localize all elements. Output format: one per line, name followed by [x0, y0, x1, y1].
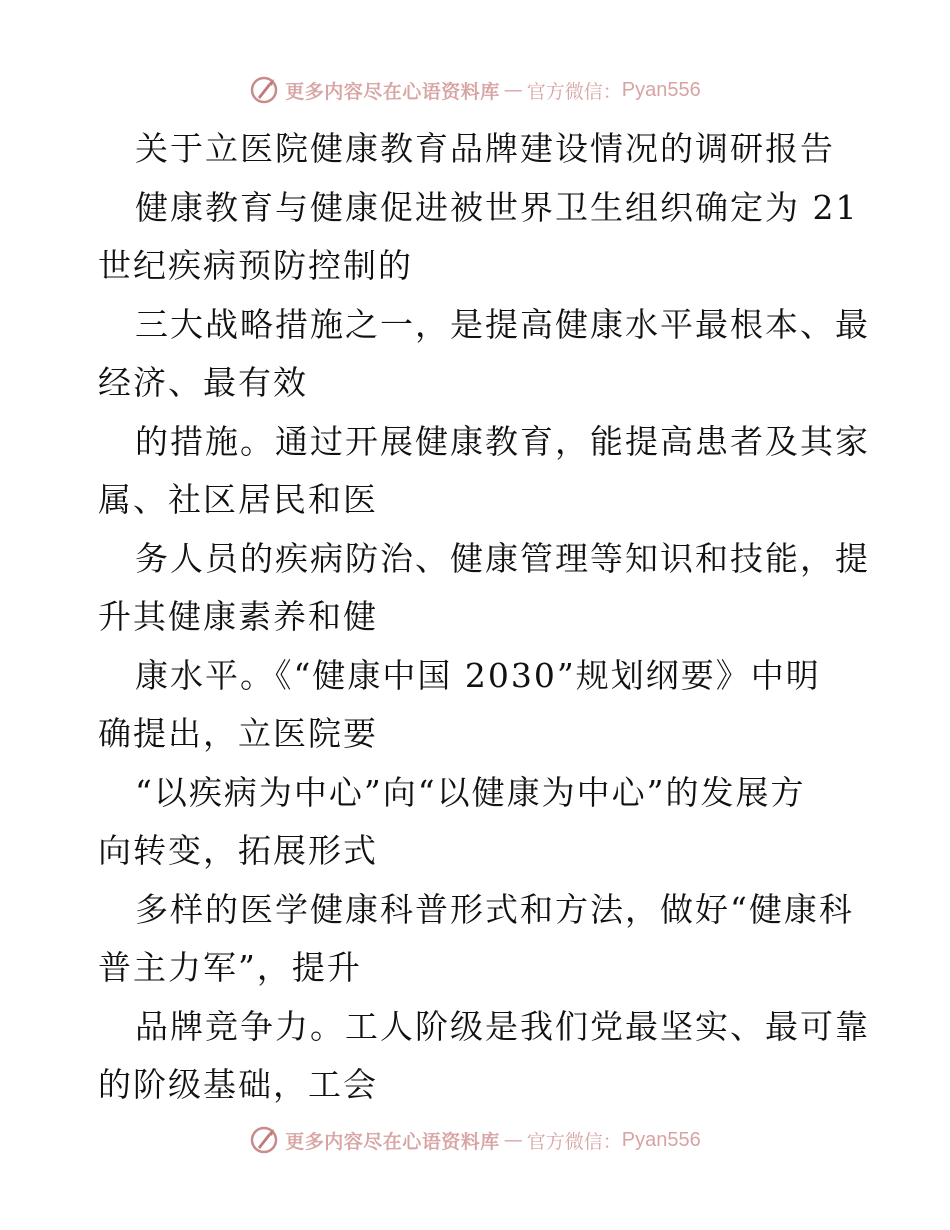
watermark-text: 更多内容尽在心语资料库 [285, 80, 500, 103]
watermark-dash: — [503, 1129, 523, 1151]
watermark-wechat-label: 官方微信： [526, 1130, 622, 1153]
paragraph-line: 多样的医学健康科普形式和方法，做好“健康科 [135, 889, 854, 929]
watermark-wechat-label: 官方微信： [526, 80, 622, 103]
quill-logo-icon [249, 75, 279, 105]
document-title: 关于立医院健康教育品牌建设情况的调研报告 [135, 129, 835, 168]
paragraph-line: 确提出，立医院要 [98, 714, 378, 753]
paragraph-line: 升其健康素养和健 [98, 597, 378, 636]
paragraph-line: 健康教育与健康促进被世界卫生组织确定为 21 [135, 187, 859, 227]
document-body [98, 120, 870, 1115]
paragraph-line: 向转变，拓展形式 [98, 831, 378, 870]
paragraph-line: 康水平。《“健康中国 2030”规划纲要》中明 [135, 655, 821, 695]
footer-watermark [0, 1120, 950, 1160]
watermark-dash: — [503, 79, 523, 101]
watermark-wechat-id: Pyan556 [621, 78, 701, 101]
paragraph-line: “以疾病为中心”向“以健康为中心”的发展方 [135, 772, 806, 812]
paragraph-line: 务人员的疾病防治、健康管理等知识和技能，提 [135, 538, 870, 578]
paragraph-line: 三大战略措施之一，是提高健康水平最根本、最 [135, 304, 870, 344]
paragraph-line: 普主力军”，提升 [98, 948, 362, 987]
paragraph-line: 的措施。通过开展健康教育，能提高患者及其家 [135, 421, 870, 461]
paragraph-line: 属、社区居民和医 [98, 480, 378, 519]
header-watermark [0, 70, 950, 110]
paragraph-line: 品牌竞争力。工人阶级是我们党最坚实、最可靠 [135, 1006, 870, 1046]
paragraph-line: 的阶级基础，工会 [98, 1065, 378, 1104]
watermark-text: 更多内容尽在心语资料库 [285, 1130, 500, 1153]
paragraph-line: 世纪疾病预防控制的 [98, 246, 413, 285]
paragraph-line: 经济、最有效 [98, 363, 308, 402]
quill-logo-icon [249, 1125, 279, 1155]
watermark-wechat-id: Pyan556 [621, 1128, 701, 1151]
